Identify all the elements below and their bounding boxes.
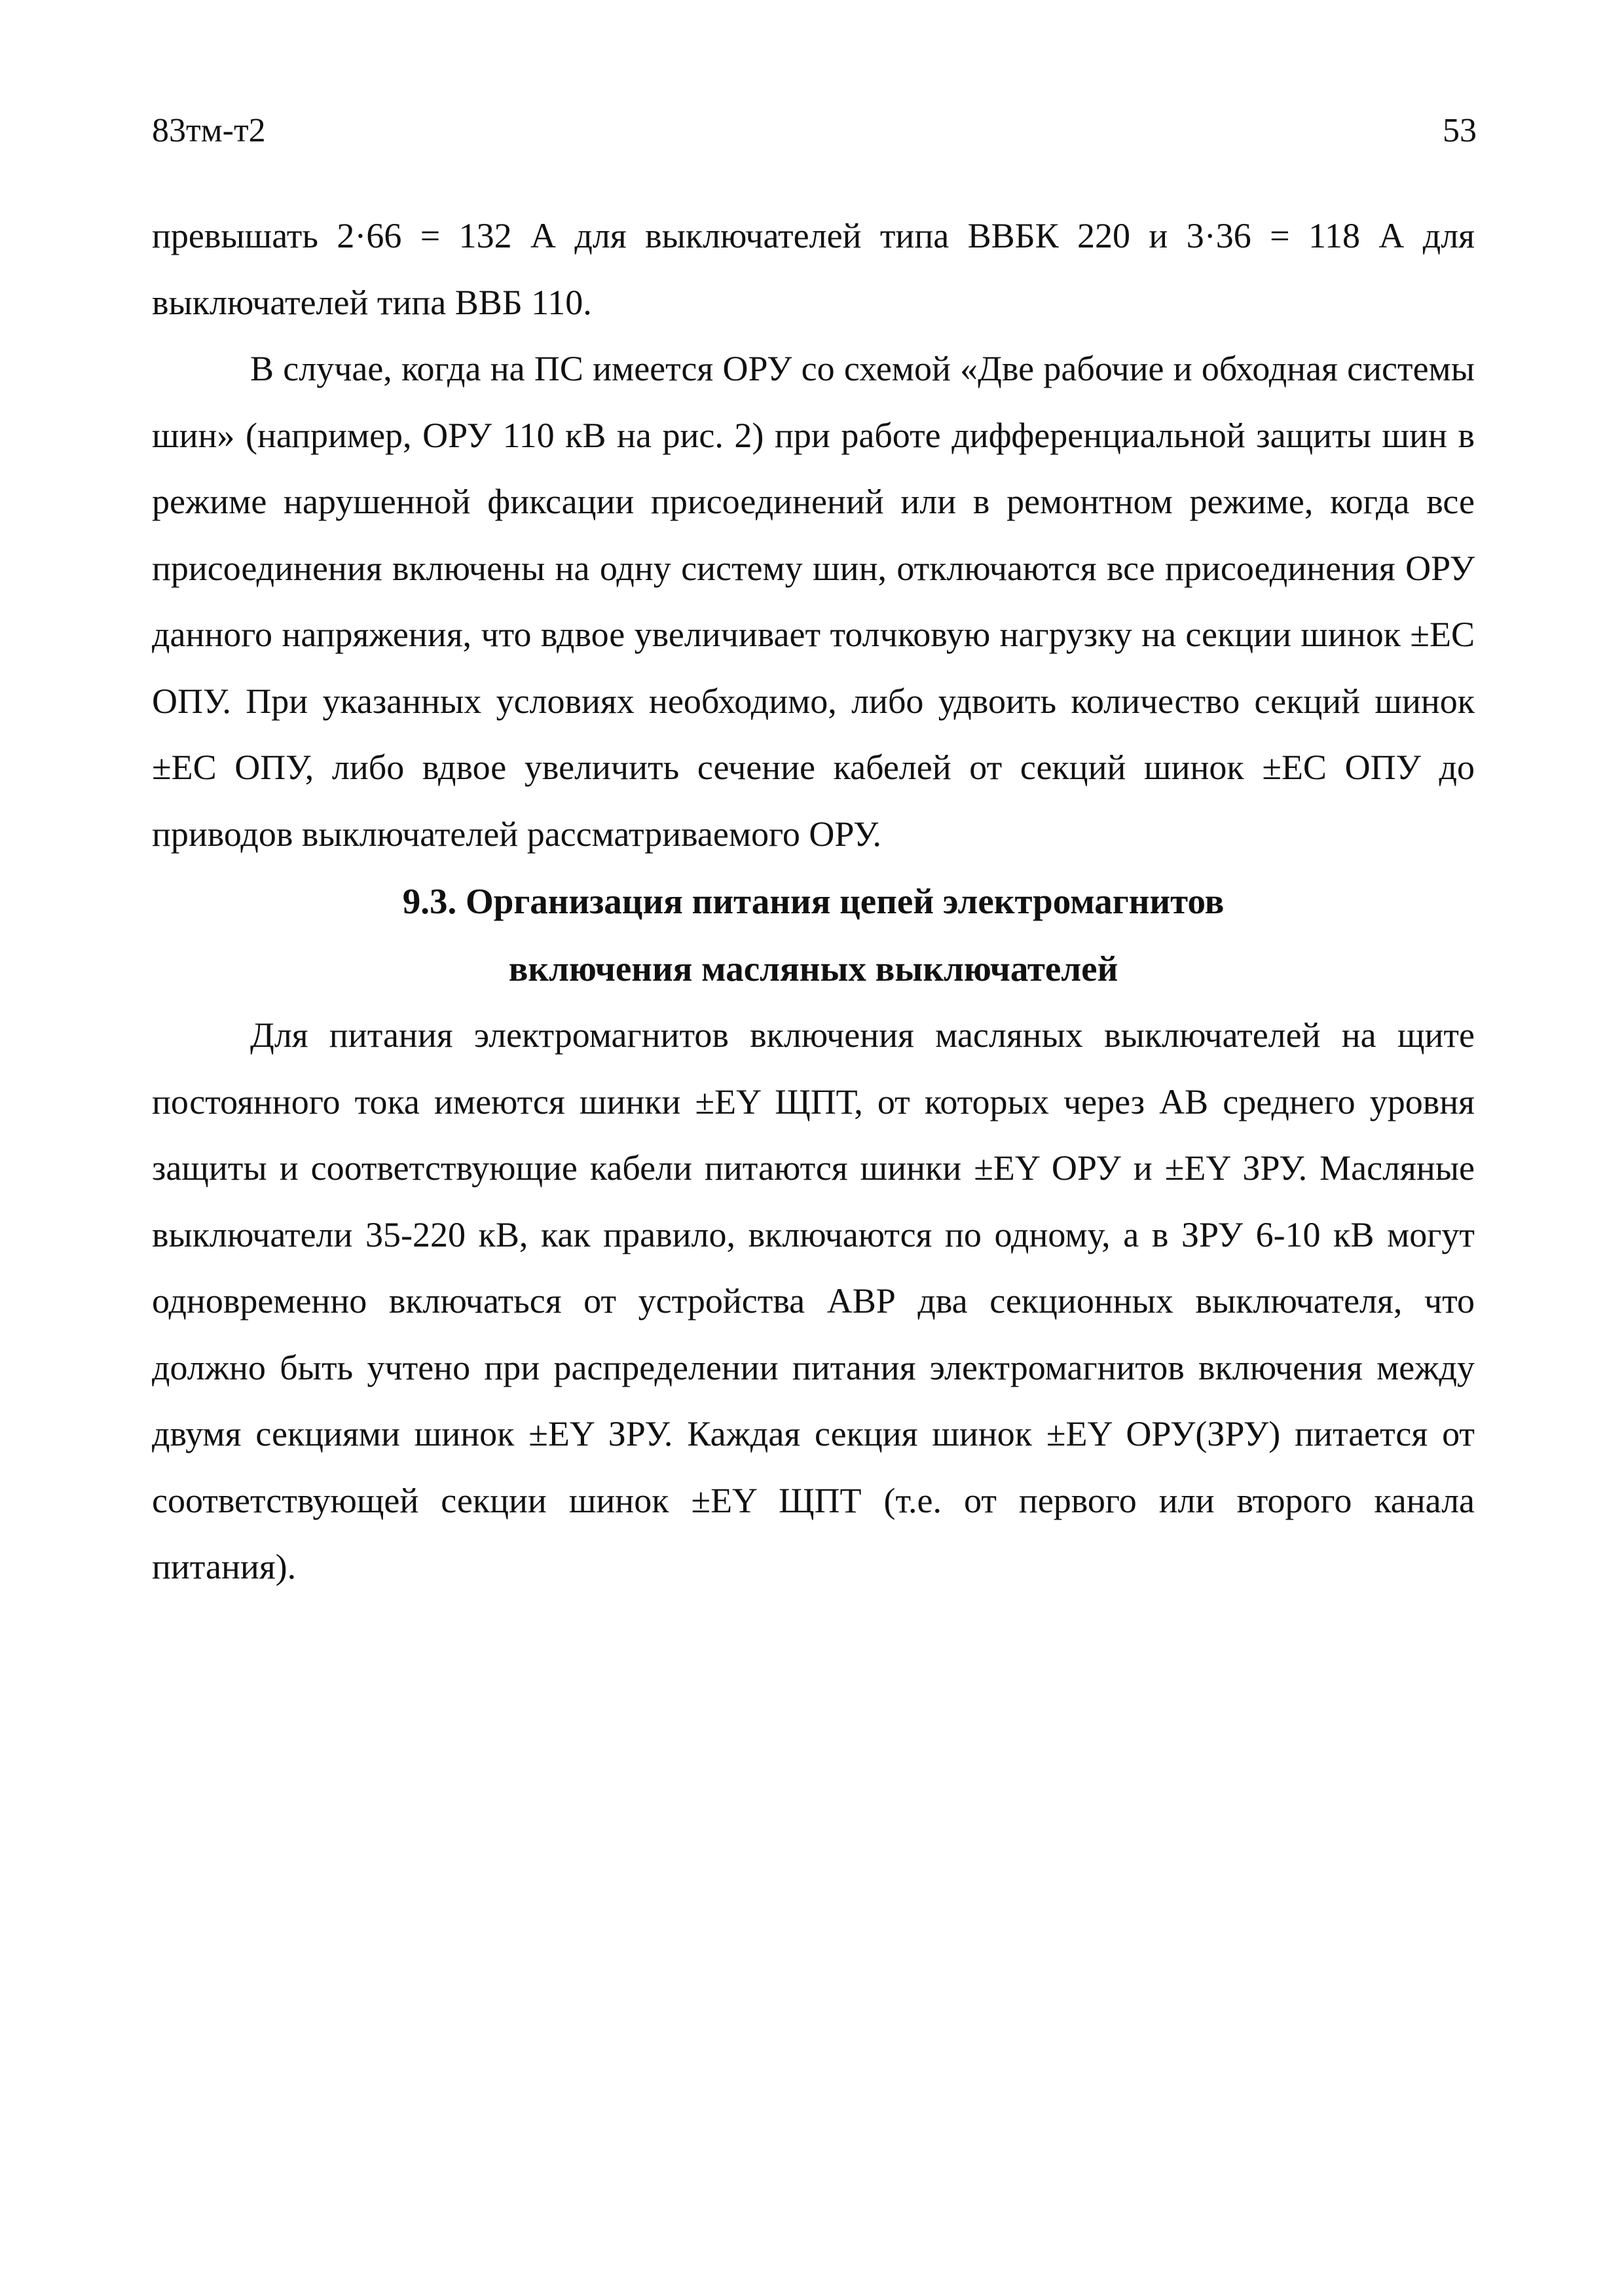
paragraph-electromagnet-power: Для питания электромагнитов включения масляных выключателей на щите постоянного тока имеются шинки ±ЕY ЩПТ, от которых через АВ среднего уровня защиты и соответствующие кабели питаются шинки ±ЕY ОРУ и ±ЕY ЗРУ. Масляные выключатели 35-220 кВ, как правило, включаются по одному, а в ЗРУ 6-10 кВ могут одновременно включаться от устройства АВР два секционных выключателя, что должно быть учтено при распределении питания электромагнитов включения между двумя секциями шинок ±ЕY ЗРУ. Каждая секция шинок ±ЕY ОРУ(ЗРУ) питается от соответствующей секции шинок ±ЕY ЩПТ (т.е. от первого или второго канала питания). bbox=[152, 1015, 1475, 1586]
section-heading-line-2: включения масляных выключателей bbox=[508, 949, 1118, 989]
document-code: 83тм-т2 bbox=[152, 112, 266, 149]
section-heading bbox=[152, 867, 1475, 1002]
section-heading-line-1: 9.3. Организация питания цепей электромагнитов bbox=[402, 881, 1225, 921]
page-body bbox=[152, 203, 1475, 1601]
paragraph-bus-system: В случае, когда на ПС имеется ОРУ со схемой «Две рабочие и обходная системы шин» (например, ОРУ 110 кВ на рис. 2) при работе дифференциальной защиты шин в режиме нарушенной фиксации присоединений или в ремонтном режиме, когда все присоединения включены на одну систему шин, отключаются все присоединения ОРУ данного напряжения, что вдвое увеличивает толчковую нагрузку на секции шинок ±ЕС ОПУ. При указанных условиях необходимо, либо удвоить количество секций шинок ±ЕС ОПУ, либо вдвое увеличить сечение кабелей от секций шинок ±ЕС ОПУ до приводов выключателей рассматриваемого ОРУ. bbox=[152, 349, 1475, 854]
paragraph-continuation: превышать 2·66 = 132 А для выключателей типа ВВБК 220 и 3·36 = 118 А для выключателей типа ВВБ 110. bbox=[152, 216, 1475, 322]
page-number: 53 bbox=[1443, 112, 1477, 149]
